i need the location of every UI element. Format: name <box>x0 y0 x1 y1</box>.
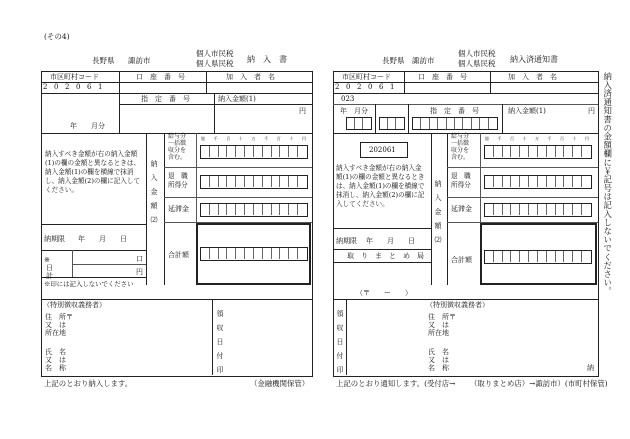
left-row-late: 延滞金 <box>168 205 189 213</box>
right-year-boxes[interactable] <box>379 117 405 130</box>
left-row-retire: 退 職 所得分 <box>168 172 188 189</box>
left-yen2: 円 <box>136 268 143 276</box>
left-day: 日 <box>46 264 53 272</box>
right-stamp: 202061 <box>369 146 396 154</box>
left-col-sub: 加 入 者 名 <box>226 73 275 81</box>
right-retire-digits[interactable] <box>484 175 592 189</box>
right-digit-heads: 億 千 百 十 万 千 百 十 円 <box>485 136 589 141</box>
left-note: 納入すべき金額が右の納入金額(1)の欄の金額と異なるときは、納入金額(1)の欄を横線で抹消し、納入金額(2)の欄に記入してください。 <box>45 150 141 194</box>
right-side-note: 納入済通知書の金額欄に￥記号は記入しないでください。 <box>602 72 613 296</box>
right-row-late: 延滞金 <box>451 205 472 213</box>
page-label: (その4) <box>44 32 70 41</box>
right-tax1: 個人市民税 <box>458 49 496 58</box>
left-ku: 口 <box>136 255 143 263</box>
right-salary-digits[interactable] <box>484 145 592 159</box>
left-name-3: 名 称 <box>45 364 66 372</box>
left-row-salary: 給与分 一括徴 収分を 含む。 <box>168 133 187 161</box>
left-city: 諏訪市 <box>128 56 151 65</box>
right-amount1-label: 納入金額(1) <box>508 107 546 115</box>
left-due-ymd: 年 月 日 <box>78 235 127 243</box>
right-row-retire: 退 職 所得分 <box>451 172 471 189</box>
right-nou: 納 <box>587 364 594 372</box>
right-footer-right: （取りまとめ店）→諏訪市）(市町村保管) <box>470 379 608 388</box>
right-late-digits[interactable] <box>484 203 592 217</box>
right-postal: （〒 ー ） <box>356 289 412 297</box>
left-late-digits[interactable] <box>200 203 308 217</box>
right-col-muni: 市区町村コード <box>342 73 391 81</box>
left-addr-3: 所在地 <box>45 329 66 337</box>
right-receipt-stamp: 領 収 日 付 印 <box>336 310 345 373</box>
right-prefecture: 長野県 <box>382 56 405 65</box>
left-addr-1: 住 所〒 <box>45 313 73 321</box>
left-retire-digits[interactable] <box>200 175 308 189</box>
right-col-account: 口 座 番 号 <box>418 73 467 81</box>
left-col-account: 口 座 番 号 <box>136 73 185 81</box>
right-note: 納入すべき金額が右の納入金額(1)の欄の金額と異なるときは、納入金額(1)の欄を横線で抹消し、納入金額(2)の欄に記入してください。 <box>336 164 425 208</box>
left-prefecture: 長野県 <box>92 56 115 65</box>
left-salary-digits[interactable] <box>200 145 308 159</box>
left-ref-note: ※印には記入しないでください <box>44 280 134 288</box>
left-amount1-label: 納入金額(1) <box>218 95 256 103</box>
left-name-1: 氏 名 <box>45 348 66 356</box>
left-designated: 指 定 番 号 <box>141 95 190 103</box>
left-receipt-stamp: 領 収 日 付 印 <box>216 310 225 373</box>
right-name-3: 名 称 <box>428 364 449 372</box>
right-name-2: 又 は <box>428 356 449 364</box>
right-addr-1: 住 所〒 <box>428 313 456 321</box>
left-col-muni: 市区町村コード <box>50 73 99 81</box>
right-yearmonth: 年 月分 <box>340 107 368 115</box>
left-row-total: 合計額 <box>168 251 189 259</box>
left-name-2: 又 は <box>45 356 66 364</box>
right-city: 諏訪市 <box>412 56 435 65</box>
right-total-digits[interactable] <box>484 250 592 264</box>
left-yearmonth: 年 月分 <box>70 122 105 130</box>
right-code: 023 <box>341 95 355 103</box>
right-due: 納期限 <box>336 237 357 245</box>
right-designated: 指 定 番 号 <box>430 107 479 115</box>
right-footer-left: 上記のとおり通知します。(受付店→ <box>336 379 456 388</box>
right-name-1: 氏 名 <box>428 348 449 356</box>
right-title: 納入済通知書 <box>510 55 558 64</box>
right-row-total: 合計額 <box>451 256 472 264</box>
right-col-sub: 加 入 者 名 <box>508 73 557 81</box>
left-tax2: 個人県民税 <box>196 59 234 68</box>
left-yen: 円 <box>299 107 306 115</box>
right-designated-boxes[interactable] <box>412 117 498 130</box>
left-digit-heads: 億 千 百 十 万 千 百 十 円 <box>201 136 306 141</box>
right-addr-3: 所在地 <box>428 329 449 337</box>
right-addr-2: 又 は <box>428 321 449 329</box>
left-footer-right: （金融機関保管） <box>250 379 310 388</box>
right-collect: 取 り ま と め 局 <box>347 252 424 260</box>
left-title: 納 入 書 <box>247 55 287 64</box>
left-payer-title: （特別徴収義務者） <box>43 301 106 309</box>
right-row-salary: 給与分 一括徴 収分を 含む。 <box>451 133 470 161</box>
right-due-ymd: 年 月 日 <box>366 237 415 245</box>
left-addr-2: 又 は <box>45 321 66 329</box>
right-month-boxes[interactable] <box>346 117 372 130</box>
right-payer-title: （特別徴収義務者） <box>426 301 489 309</box>
right-vert-amount2: 納 入 金 額 ⑵ <box>434 180 443 243</box>
left-tax1: 個人市民税 <box>196 49 234 58</box>
left-total-digits[interactable] <box>200 247 308 261</box>
left-ref-mark: ※ <box>44 256 50 264</box>
right-yen: 円 <box>588 107 595 115</box>
left-total-label: 計 <box>46 272 53 280</box>
left-vert-amount2: 納 入 金 額 ⑵ <box>150 160 159 223</box>
left-due: 納期限 <box>44 235 65 243</box>
left-footer-left: 上記のとおり納入します。 <box>44 379 133 388</box>
right-tax2: 個人県民税 <box>458 59 496 68</box>
